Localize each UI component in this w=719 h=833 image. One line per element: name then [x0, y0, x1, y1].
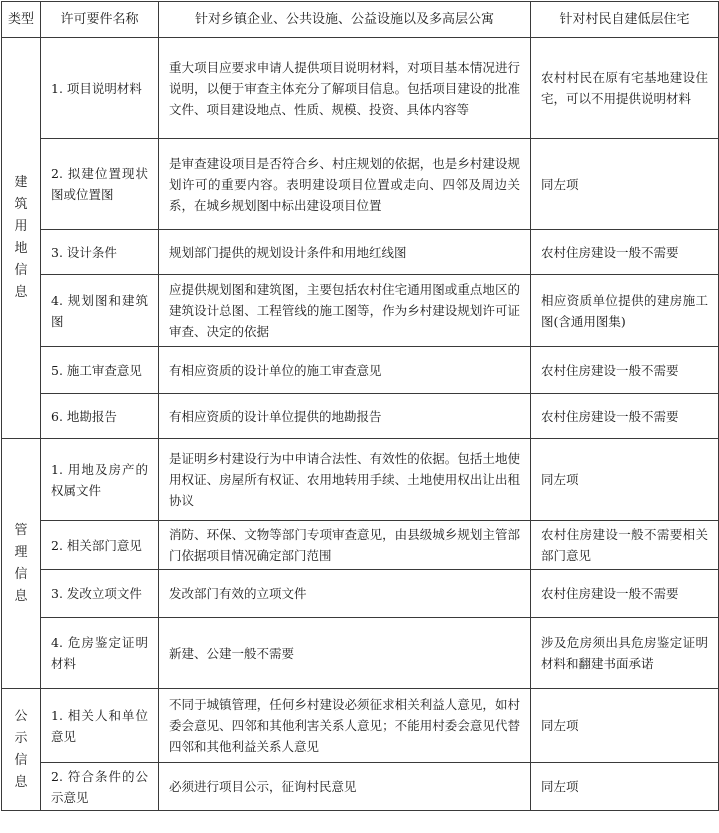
table-row [2, 570, 719, 618]
table-row [2, 689, 719, 763]
table-row [2, 347, 719, 394]
villager-cell: 农村村民在原有宅基地建设住宅，可以不用提供说明材料 [531, 38, 719, 139]
type-label: 公示信息 [14, 708, 28, 790]
township-cell: 有相应资质的设计单位提供的地勘报告 [159, 394, 531, 439]
township-cell: 新建、公建一般不需要 [159, 618, 531, 689]
type-cell-land [2, 38, 41, 439]
township-cell: 有相应资质的设计单位的施工审查意见 [159, 347, 531, 394]
villager-cell: 农村住房建设一般不需要 [531, 570, 719, 618]
table-row [2, 230, 719, 275]
table-header [2, 2, 719, 38]
header-row [2, 2, 719, 38]
item-cell: 1. 用地及房产的权属文件 [41, 439, 159, 521]
township-cell: 发改部门有效的立项文件 [159, 570, 531, 618]
table-row [2, 38, 719, 139]
villager-cell: 农村住房建设一般不需要相关部门意见 [531, 521, 719, 570]
table-row [2, 275, 719, 347]
villager-cell: 相应资质单位提供的建房施工图(含通用图集) [531, 275, 719, 347]
villager-cell: 涉及危房须出具危房鉴定证明材料和翻建书面承诺 [531, 618, 719, 689]
township-cell: 重大项目应要求申请人提供项目说明材料，对项目基本情况进行说明，以便于审查主体充分了解项目信息。包括项目建设的批准文件、项目建设地点、性质、规模、投资、具体内容等 [159, 38, 531, 139]
table-row [2, 763, 719, 811]
item-cell: 4. 规划图和建筑图 [41, 275, 159, 347]
table-body [2, 38, 719, 811]
header-township: 针对乡镇企业、公共设施、公益设施以及多高层公寓 [159, 2, 531, 38]
header-villager: 针对村民自建低层住宅 [531, 2, 719, 38]
table-row [2, 139, 719, 230]
permit-requirements-table [1, 1, 719, 811]
item-cell: 1. 相关人和单位意见 [41, 689, 159, 763]
table-row [2, 439, 719, 521]
type-cell-management [2, 439, 41, 689]
item-cell: 3. 设计条件 [41, 230, 159, 275]
villager-cell: 同左项 [531, 439, 719, 521]
villager-cell: 同左项 [531, 689, 719, 763]
header-type: 类型 [2, 2, 41, 38]
table-row [2, 521, 719, 570]
table-row [2, 394, 719, 439]
item-cell: 1. 项目说明材料 [41, 38, 159, 139]
township-cell: 应提供规划图和建筑图，主要包括农村住宅通用图或重点地区的建筑设计总图、工程管线的施工图等，作为乡村建设规划许可证审查、决定的依据 [159, 275, 531, 347]
item-cell: 3. 发改立项文件 [41, 570, 159, 618]
villager-cell: 同左项 [531, 139, 719, 230]
item-cell: 6. 地勘报告 [41, 394, 159, 439]
item-cell: 4. 危房鉴定证明材料 [41, 618, 159, 689]
township-cell: 不同于城镇管理，任何乡村建设必须征求相关利益人意见，如村委会意见、四邻和其他利害关系人意见；不能用村委会意见代替四邻和其他利益关系人意见 [159, 689, 531, 763]
item-cell: 2. 拟建位置现状图或位置图 [41, 139, 159, 230]
villager-cell: 农村住房建设一般不需要 [531, 394, 719, 439]
villager-cell: 同左项 [531, 763, 719, 811]
type-cell-publicity [2, 689, 41, 811]
item-cell: 2. 符合条件的公示意见 [41, 763, 159, 811]
villager-cell: 农村住房建设一般不需要 [531, 347, 719, 394]
township-cell: 必须进行项目公示，征询村民意见 [159, 763, 531, 811]
item-cell: 5. 施工审查意见 [41, 347, 159, 394]
township-cell: 是证明乡村建设行为中申请合法性、有效性的依据。包括土地使用权证、房屋所有权证、农用地转用手续、土地使用权出让出租协议 [159, 439, 531, 521]
township-cell: 规划部门提供的规划设计条件和用地红线图 [159, 230, 531, 275]
township-cell: 是审查建设项目是否符合乡、村庄规划的依据，也是乡村建设规划许可的重要内容。表明建设项目位置或走向、四邻及周边关系，在城乡规划图中标出建设项目位置 [159, 139, 531, 230]
type-label: 管理信息 [14, 522, 28, 604]
township-cell: 消防、环保、文物等部门专项审查意见，由县级城乡规划主管部门依据项目情况确定部门范围 [159, 521, 531, 570]
table-row [2, 618, 719, 689]
header-item: 许可要件名称 [41, 2, 159, 38]
item-cell: 2. 相关部门意见 [41, 521, 159, 570]
type-label: 建筑用地信息 [14, 175, 28, 300]
villager-cell: 农村住房建设一般不需要 [531, 230, 719, 275]
